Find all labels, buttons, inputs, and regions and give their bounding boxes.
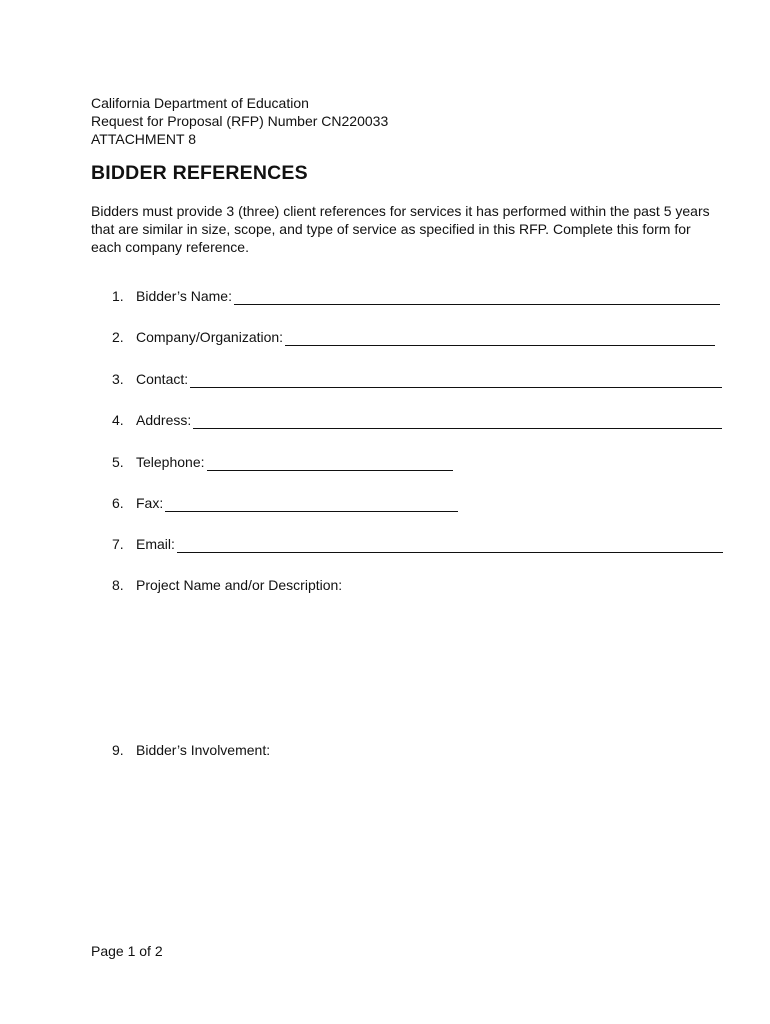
attachment-label: ATTACHMENT 8 bbox=[91, 131, 197, 147]
field-number: 5. bbox=[112, 454, 124, 470]
field-bidders-name bbox=[112, 287, 720, 305]
company-organization-input-line[interactable] bbox=[285, 330, 715, 346]
field-number: 2. bbox=[112, 329, 124, 345]
field-label: Company/Organization: bbox=[136, 329, 284, 345]
field-number: 3. bbox=[112, 371, 124, 387]
field-label: Fax: bbox=[136, 495, 164, 511]
field-company-organization bbox=[112, 328, 715, 346]
field-fax bbox=[112, 494, 458, 512]
bidders-name-input-line[interactable] bbox=[234, 289, 720, 305]
fax-input-line[interactable] bbox=[165, 496, 458, 512]
field-label: Project Name and/or Description: bbox=[136, 577, 343, 593]
field-label: Telephone: bbox=[136, 454, 205, 470]
instructions-paragraph: Bidders must provide 3 (three) client references for services it has performed within the past 5 years that are similar in size, scope, and type of service as specified in this RFP. Complete this form for each company reference. bbox=[91, 203, 710, 255]
field-bidders-involvement bbox=[112, 741, 270, 759]
field-label: Email: bbox=[136, 536, 175, 552]
field-number: 6. bbox=[112, 495, 124, 511]
page-number: Page 1 of 2 bbox=[91, 943, 163, 959]
address-input-line[interactable] bbox=[193, 413, 722, 429]
field-label: Address: bbox=[136, 412, 192, 428]
department-name: California Department of Education bbox=[91, 95, 309, 111]
contact-input-line[interactable] bbox=[190, 372, 722, 388]
field-number: 1. bbox=[112, 288, 124, 304]
field-address bbox=[112, 411, 722, 429]
field-number: 9. bbox=[112, 742, 124, 758]
field-label: Contact: bbox=[136, 371, 189, 387]
field-number: 8. bbox=[112, 577, 124, 593]
rfp-number: Request for Proposal (RFP) Number CN220033 bbox=[91, 113, 389, 129]
field-label: Bidder’s Name: bbox=[136, 288, 232, 304]
document-header bbox=[91, 94, 388, 148]
field-contact bbox=[112, 370, 722, 388]
field-number: 7. bbox=[112, 536, 124, 552]
field-email bbox=[112, 535, 723, 553]
page-title: BIDDER REFERENCES bbox=[91, 162, 308, 184]
field-number: 4. bbox=[112, 412, 124, 428]
field-label: Bidder’s Involvement: bbox=[136, 742, 271, 758]
field-telephone bbox=[112, 453, 453, 471]
telephone-input-line[interactable] bbox=[207, 455, 453, 471]
email-input-line[interactable] bbox=[177, 537, 723, 553]
field-project-description bbox=[112, 576, 342, 594]
